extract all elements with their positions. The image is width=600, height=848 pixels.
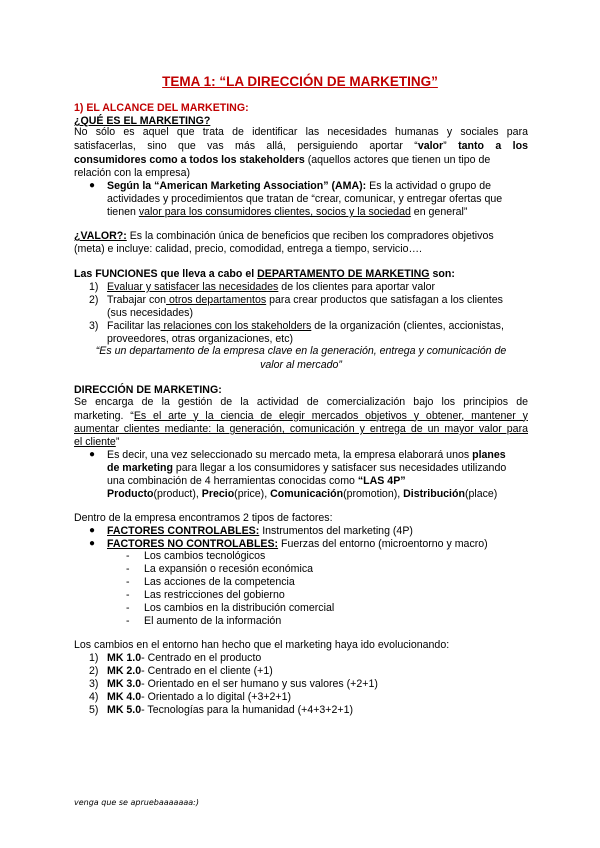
- list-item: MK 1.0- Centrado en el producto: [107, 652, 262, 664]
- paragraph-line: ¿VALOR?: Es la combinación única de beneficios que reciben los compradores objetivos: [74, 230, 494, 242]
- paragraph-line: No sólo es aquel que trata de identificar las necesidades humanas y sociales para: [74, 126, 528, 138]
- list-item: Los cambios en la distribución comercial: [144, 602, 335, 614]
- list-number: 3): [89, 678, 99, 690]
- paragraph-line: Se encarga de la gestión de la actividad de comercialización bajo los principios de: [74, 396, 528, 408]
- list-item: MK 5.0- Tecnologías para la humanidad (+4+3+2+1): [107, 704, 353, 716]
- section-heading: DIRECCIÓN DE MARKETING:: [74, 384, 222, 396]
- section-heading: 1) EL ALCANCE DEL MARKETING:: [74, 102, 249, 114]
- paragraph-line: una combinación de 4 herramientas conocidas como “LAS 4P”: [107, 475, 406, 487]
- list-item: Las acciones de la competencia: [144, 576, 295, 588]
- list-item: Evaluar y satisfacer las necesidades de los clientes para aportar valor: [107, 281, 435, 293]
- paragraph-line: tienen valor para los consumidores clientes, socios y la sociedad en general”: [107, 206, 468, 218]
- paragraph-line: actividades y procedimientos que tratan de “crear, comunicar, y entregar ofertas que: [107, 193, 503, 205]
- paragraph-line: de marketing para llegar a los consumidores y satisfacer sus necesidades utilizando: [107, 462, 507, 474]
- list-item: El aumento de la información: [144, 615, 282, 627]
- list-number: 4): [89, 691, 99, 703]
- paragraph-line: (meta) e incluye: calidad, precio, comodidad, entrega a tiempo, servicio….: [74, 243, 422, 255]
- paragraph-line: Es decir, una vez seleccionado su mercado meta, la empresa elaborará unos planes: [107, 449, 506, 461]
- section-heading: Las FUNCIONES que lleva a cabo el DEPARTAMENTO DE MARKETING son:: [74, 268, 455, 280]
- bullet-icon: ●: [89, 538, 96, 549]
- list-number: 1): [89, 652, 99, 664]
- paragraph-line: consumidores como a todos los stakeholders (aquellos actores que tienen un tipo de: [74, 154, 491, 166]
- list-item: Facilitar las relaciones con los stakeholders de la organización (clientes, accionistas,: [107, 320, 504, 332]
- paragraph-line: marketing. “Es el arte y la ciencia de elegir mercados objetivos y obtener, mantener y: [74, 409, 528, 422]
- paragraph-line: Dentro de la empresa encontramos 2 tipos de factores:: [74, 512, 333, 524]
- paragraph-line: el cliente”: [74, 436, 120, 448]
- list-item: Los cambios tecnológicos: [144, 550, 266, 562]
- list-item: MK 3.0- Orientado en el ser humano y sus valores (+2+1): [107, 678, 378, 690]
- dash-marker: -: [126, 550, 130, 562]
- list-item: Las restricciones del gobierno: [144, 589, 285, 601]
- dash-marker: -: [126, 602, 130, 614]
- footer-note: venga que se apruebaaaaaaa:): [74, 798, 199, 807]
- list-number: 3): [89, 320, 99, 332]
- paragraph-line: Según la “American Marketing Association” (AMA): Es la actividad o grupo de: [107, 180, 492, 192]
- list-item: MK 2.0- Centrado en el cliente (+1): [107, 665, 273, 677]
- page-title: TEMA 1: “LA DIRECCIÓN DE MARKETING”: [162, 74, 438, 89]
- list-item: La expansión o recesión económica: [144, 563, 314, 575]
- list-number: 2): [89, 665, 99, 677]
- bullet-icon: ●: [89, 449, 96, 460]
- paragraph-line: relación con la empresa): [74, 167, 190, 179]
- list-item: MK 4.0- Orientado a lo digital (+3+2+1): [107, 691, 292, 703]
- list-item: FACTORES CONTROLABLES: Instrumentos del marketing (4P): [107, 525, 413, 537]
- four-p-line: Producto(product), Precio(price), Comunicación(promotion), Distribución(place): [107, 488, 498, 500]
- list-number: 2): [89, 294, 99, 306]
- dash-marker: -: [126, 563, 130, 575]
- question-heading: ¿QUÉ ES EL MARKETING?: [74, 115, 211, 127]
- list-number: 1): [89, 281, 99, 293]
- quote-line: “Es un departamento de la empresa clave en la generación, entrega y comunicación de: [95, 345, 507, 357]
- list-item-continuation: (sus necesidades): [107, 307, 193, 319]
- bullet-icon: ●: [89, 525, 96, 536]
- list-item: Trabajar con otros departamentos para crear productos que satisfagan a los clientes: [107, 294, 503, 306]
- paragraph-line: Los cambios en el entorno han hecho que el marketing haya ido evolucionando:: [74, 639, 450, 651]
- dash-marker: -: [126, 589, 130, 601]
- dash-marker: -: [126, 576, 130, 588]
- paragraph-line: aumentar clientes mediante: la generación, comunicación y entrega de un mayor valor para: [74, 423, 528, 435]
- list-item: FACTORES NO CONTROLABLES: Fuerzas del entorno (microentorno y macro): [107, 538, 488, 550]
- list-number: 5): [89, 704, 99, 716]
- dash-marker: -: [126, 615, 130, 627]
- list-item-continuation: proveedores, otras organizaciones, etc): [107, 333, 294, 345]
- paragraph-line: satisfacerlas, sino que vas más allá, persiguiendo aportar “valor” tanto a los: [74, 139, 528, 152]
- quote-line: valor al mercado”: [260, 359, 342, 371]
- bullet-icon: ●: [89, 180, 96, 191]
